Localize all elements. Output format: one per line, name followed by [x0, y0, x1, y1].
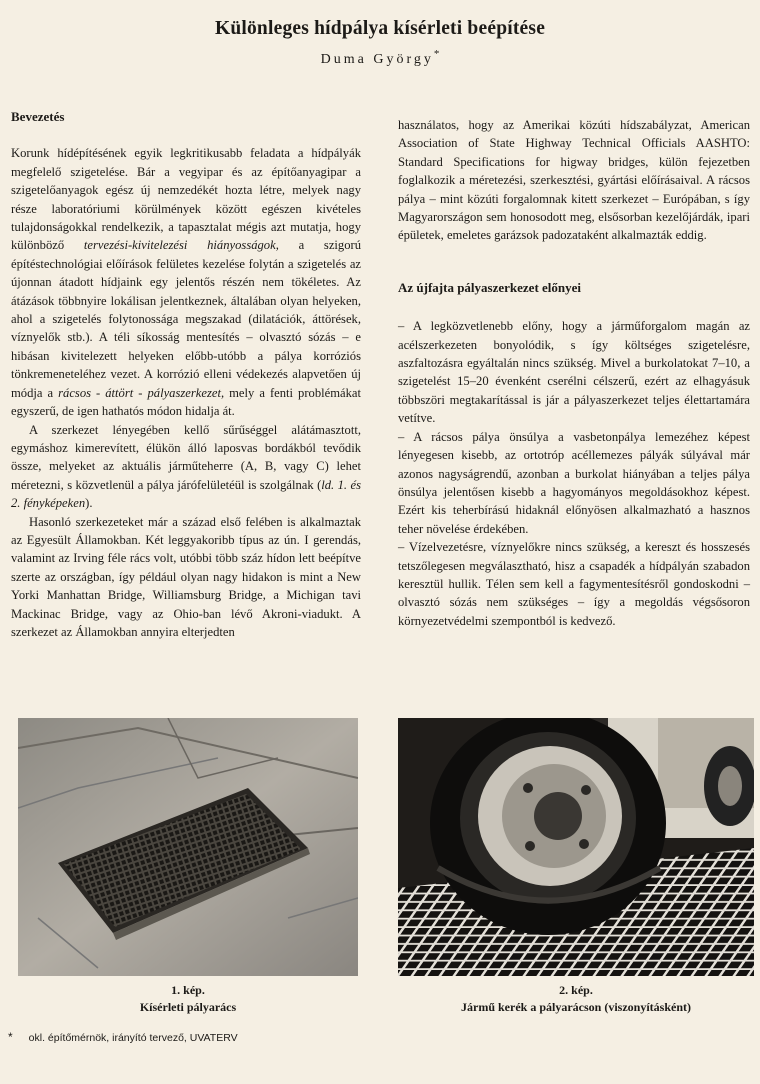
figure-caption-2	[398, 982, 754, 1016]
text-run: Korunk hídépítésének egyik legkritikusabb feladata a hídpályák megfelelő szigetelése. Bár a vegyipar és az építőanyagipar a szigetelőanyagok egész új nemzedékét hozta létre, melyek nagy része laboratóriumi körülmények között egészen kivételes tulajdonságokkal rendelkezik, a tapasztalat mégis azt mutatja, hogy különböző	[11, 146, 361, 253]
section-heading-intro: Bevezetés	[11, 109, 65, 124]
right-column	[398, 116, 750, 630]
advantage-item-3: – Vízelvezetésre, víznyelőkre nincs szükség, a kereszt és hosszesés tetszőlegesen megválasztható, hisz a csapadék a hídpályán szabadon keresztül hullik. Télen sem kell a fagymentesítésről gondoskodni – olvasztó sózás nem szükséges – így a megoldás végsősoron környezetvédelmi szempontból is kedvező.	[398, 540, 750, 628]
figure-number-1: 1. kép.	[171, 983, 205, 997]
advantage-item-2: – A rácsos pálya önsúlya a vasbetonpálya lemezéhez képest lényegesen kisebb, az ortotróp acéllemezes pályák súlyával már azonos nagyságrendű, azonban a burkolat hiányában a teljes pálya önsúlya jelentősen kisebb a hagyományos megoldásokhoz képest. Ezért kis teherbírású hidaknál előnyösen alkalmazható a hasznos teher növelése érdekében.	[398, 429, 750, 536]
article-author	[0, 48, 760, 68]
text-run: a szigorú építéstechnológiai előírások felületes kezelése folytán a szigetelés az újonnan átadott hídjaink egy jelentős részén nem tökéletes. Az átázások többnyire lokálisan jelentkeznek, általában olyan helyeken, ahol a szigetelés folytonossága megszakad (dilatációk, áttörések, víznyelők stb.). A téli síkosság mentesítés – olvasztó sózás – e hibásan kivitelezett helyeken előbb-utóbb a pálya korróziós tönkremeneteléhez vezet. A korrózió elleni védekezés alapvetően új módja a	[11, 238, 361, 400]
emphasis-run: tervezési-kivitelezési hiányosságok,	[83, 238, 279, 253]
figure-title-2: Jármű kerék a pályarácson (viszonyításként)	[461, 1000, 691, 1014]
section-heading-advantages: Az újfajta pályaszerkezet előnyei	[398, 279, 582, 295]
figure-caption-1	[18, 982, 358, 1016]
paragraph-intro-3: Hasonló szerkezeteket már a század első felében is alkalmaztak az Egyesült Államokban. Két leggyakoribb típus az ún. I gerendás, valamint az Irving féle rács volt, utóbbi több száz hídon lett beépítve szerte az országban, így például olyan nagy hidakon is mint a New Yorki Manhattan Bridge, Williamsburg Bridge, a Michigan tavi Mackinac Bridge, vagy az Ohio-ban lévő Akroni-viadukt. A szerkezet az Államokban annyira elterjedten	[11, 514, 361, 639]
emphasis-run: rácsos - áttört - pályaszerkezet,	[58, 385, 225, 400]
paragraph-intro-2	[11, 421, 361, 513]
footnote-text: okl. építőmérnök, irányító tervező, UVATERV	[28, 1032, 238, 1044]
author-name: Duma György	[320, 52, 434, 67]
photo-vehicle-wheel	[398, 718, 754, 976]
text-run: ).	[85, 496, 93, 511]
photo-experimental-grating	[18, 718, 358, 976]
text-run: A szerkezet lényegében kellő sűrűséggel alátámasztott, egymáshoz kimerevített, élükön álló laposvas bordákból tevődik össze, melyeket az aktuális járműteherre (A, B, vagy C) lehet méretezni, s közvetlenül a pálya járófelületéül is szolgálnak (	[11, 422, 361, 492]
paragraph-intro-1	[11, 144, 361, 420]
author-footnote	[8, 1030, 238, 1044]
footnote-mark: *	[8, 1030, 13, 1044]
article-title: Különleges hídpálya kísérleti beépítése	[214, 18, 546, 39]
figure-number-2: 2. kép.	[559, 983, 593, 997]
paragraph-continued: használatos, hogy az Amerikai közúti hídszabályzat, American Association of State Highway Technical Officials AASHTO: Standard Specifications for higway bridges, külön fejezetben foglalkozik a méretezési, szerkesztési, gyártási előírásaival. A rácsos pálya – mint közúti forgalomnak kitett szerkezet – Európában, s így Magyarországon sem honosodott meg, elsősorban kezelőjárdák, ipari épületek, emeletes garázsok padozataként alkalmazták eddig.	[398, 118, 750, 243]
advantage-item-1: – A legközvetlenebb előny, hogy a járműforgalom magán az acélszerkezeten bonyolódik, s így költséges szigetelésre, aszfaltozásra egyáltalán nincs szükség. Mivel a burkolatokat 7–10, a szigetelést 15–20 évenként cserélni célszerű, ezért az elhagyásuk többszöri megtakarítással is jár a pályaszerkezet teljes élettartamára vetítve.	[398, 319, 750, 426]
author-footnote-mark: *	[433, 48, 440, 60]
figure-title-1: Kísérleti pályarács	[139, 1000, 237, 1014]
emphasis-run: ld. 1. és 2. fényképeken	[11, 477, 361, 511]
left-column	[11, 108, 361, 641]
text-run: mely a fenti problémákat egyszerű, de igen hathatós módon hidalja át.	[11, 385, 361, 419]
